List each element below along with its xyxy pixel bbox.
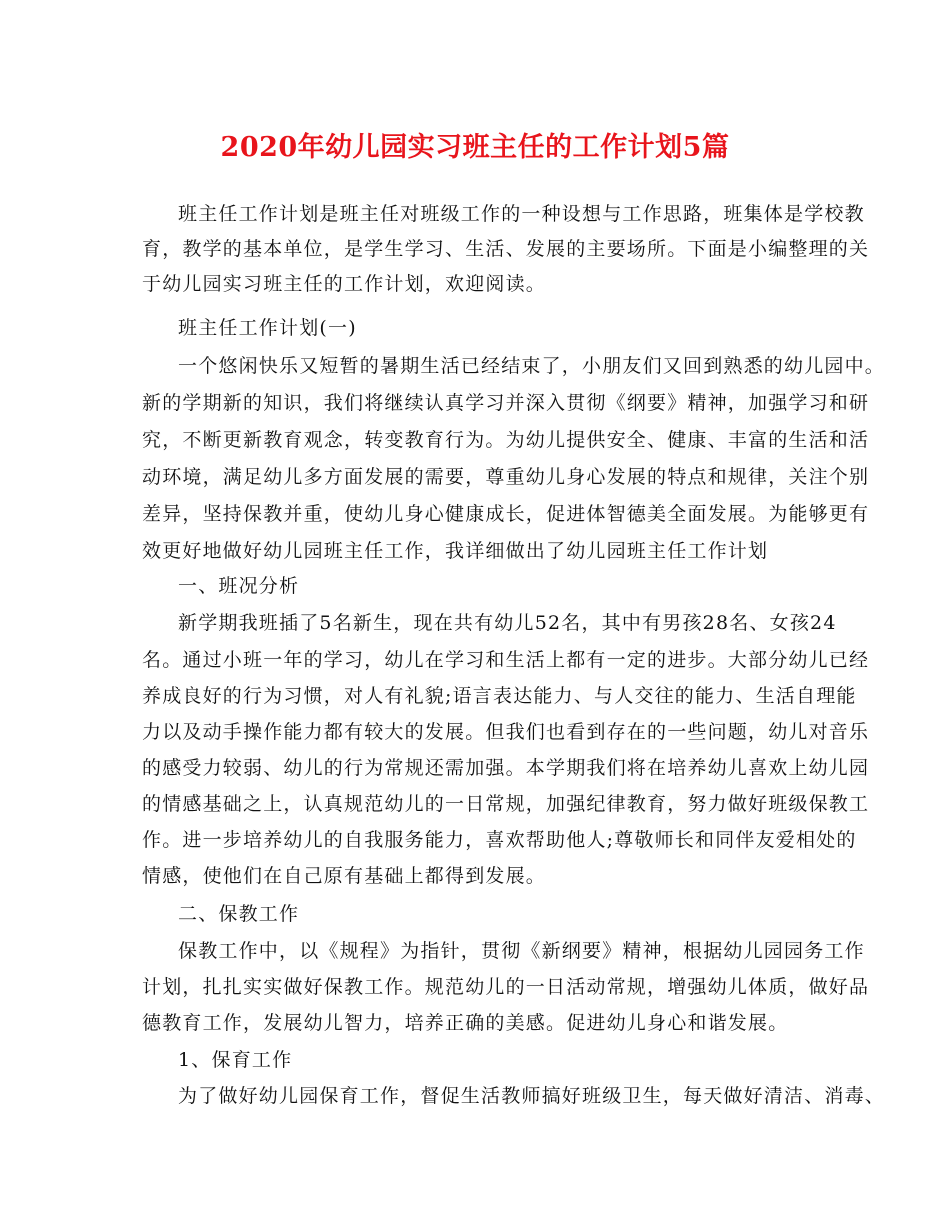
paragraph-line: 的感受力较弱、幼儿的行为常规还需加强。本学期我们将在培养幼儿喜欢上幼儿园 [142,757,870,779]
paragraph-line: 保教工作中，以《规程》为指针，贯彻《新纲要》精神，根据幼儿园园务工作 [178,940,865,962]
section-heading: 一、班况分析 [178,575,300,597]
paragraph-line: 于幼儿园实习班主任的工作计划，欢迎阅读。 [142,273,547,295]
paragraph-line: 名。通过小班一年的学习，幼儿在学习和生活上都有一定的进步。大部分幼儿已经 [142,649,870,671]
paragraph-line: 效更好地做好幼儿园班主任工作，我详细做出了幼儿园班主任工作计划 [142,540,769,562]
paragraph-line: 新学期我班插了5名新生，现在共有幼儿52名，其中有男孩28名、女孩24 [178,612,837,634]
paragraph-line: 究，不断更新教育观念，转变教育行为。为幼儿提供安全、健康、丰富的生活和活 [142,429,870,451]
paragraph-line: 养成良好的行为习惯，对人有礼貌;语言表达能力、与人交往的能力、生活自理能 [142,685,857,707]
paragraph-line: 为了做好幼儿园保育工作，督促生活教师搞好班级卫生，每天做好清洁、消毒、 [178,1085,886,1107]
paragraph-line: 情感，使他们在自己原有基础上都得到发展。 [142,865,547,887]
paragraph-line: 一个悠闲快乐又短暂的暑期生活已经结束了，小朋友们又回到熟悉的幼儿园中。 [178,355,886,377]
section-heading: 班主任工作计划(一) [178,317,357,339]
paragraph-line: 计划，扎扎实实做好保教工作。规范幼儿的一日活动常规，增强幼儿体质，做好品 [142,976,870,998]
paragraph-line: 力以及动手操作能力都有较大的发展。但我们也看到存在的一些问题，幼儿对音乐 [142,721,870,743]
paragraph-line: 育，教学的基本单位，是学生学习、生活、发展的主要场所。下面是小编整理的关 [142,238,870,260]
paragraph-line: 班主任工作计划是班主任对班级工作的一种设想与工作思路，班集体是学校教 [178,203,865,225]
section-heading: 1、保育工作 [178,1049,293,1071]
paragraph-line: 差异，坚持保教并重，使幼儿身心健康成长，促进体智德美全面发展。为能够更有 [142,503,870,525]
paragraph-line: 新的学期新的知识，我们将继续认真学习并深入贯彻《纲要》精神，加强学习和研 [142,392,870,414]
paragraph-line: 作。进一步培养幼儿的自我服务能力，喜欢帮助他人;尊敬师长和同伴友爱相处的 [142,829,857,851]
paragraph-line: 的情感基础之上，认真规范幼儿的一日常规，加强纪律教育，努力做好班级保教工 [142,793,870,815]
section-heading: 二、保教工作 [178,903,300,925]
paragraph-line: 动环境，满足幼儿多方面发展的需要，尊重幼儿身心发展的特点和规律，关注个别 [142,466,870,488]
document-title: 2020年幼儿园实习班主任的工作计划5篇 [220,132,730,163]
paragraph-line: 德教育工作，发展幼儿智力，培养正确的美感。促进幼儿身心和谐发展。 [142,1012,789,1034]
